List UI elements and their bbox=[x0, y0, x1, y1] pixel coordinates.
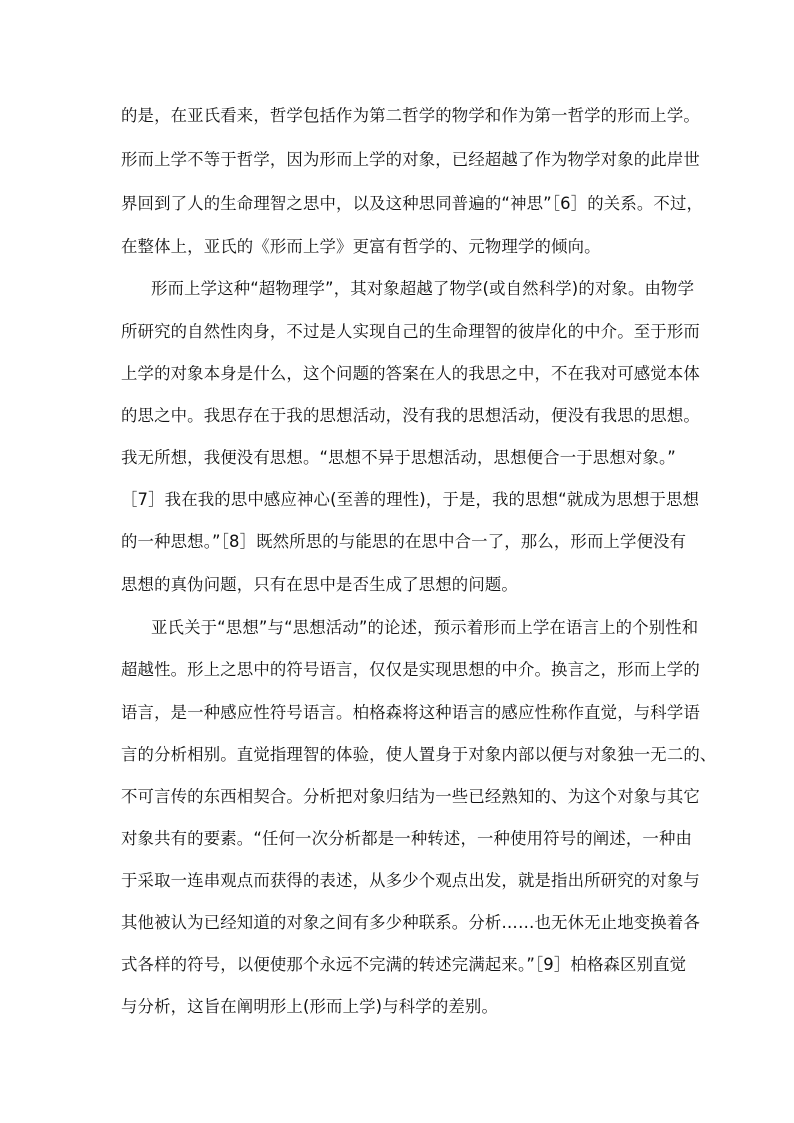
text-line: 的一种思想。”［8］既然所思的与能思的在思中合一了，那么，形而上学便没有 bbox=[121, 532, 687, 551]
text-line: 的是，在亚氏看来，哲学包括作为第二哲学的物学和作为第一哲学的形而上学。 bbox=[121, 106, 700, 125]
text-line: 言的分析相别。直觉指理智的体验，使人置身于对象内部以便与对象独一无二的、 bbox=[121, 745, 717, 764]
text-line: 其他被认为已经知道的对象之间有多少种联系。分析……也无休无止地变换着各 bbox=[121, 913, 700, 932]
text-line: 形而上学不等于哲学，因为形而上学的对象，已经超越了作为物学对象的此岸世 bbox=[121, 150, 700, 169]
text-line: 在整体上，亚氏的《形而上学》更富有哲学的、元物理学的倾向。 bbox=[121, 237, 601, 256]
text-line: 所研究的自然性肉身，不过是人实现自己的生命理智的彼岸化的中介。至于形而 bbox=[121, 322, 700, 341]
text-line: 我无所想，我便没有思想。“思想不异于思想活动，思想便合一于思想对象。” bbox=[121, 448, 676, 467]
text-line: 形而上学这种“超物理学”，其对象超越了物学(或自然科学)的对象。由物学 bbox=[151, 279, 695, 298]
text-line: 界回到了人的生命理智之思中，以及这种思同普遍的“神思”［6］的关系。不过， bbox=[121, 194, 704, 213]
text-line: 的思之中。我思存在于我的思想活动，没有我的思想活动，便没有我思的思想。 bbox=[121, 406, 700, 425]
text-line: 于采取一连串观点而获得的表述，从多少个观点出发，就是指出所研究的对象与 bbox=[121, 871, 700, 890]
text-line: 超越性。形上之思中的符号语言，仅仅是实现思想的中介。换言之，形而上学的 bbox=[121, 660, 700, 679]
text-line: 上学的对象本身是什么，这个问题的答案在人的我思之中，不在我对可感觉本体 bbox=[121, 364, 700, 383]
text-line: 思想的真伪问题，只有在思中是否生成了思想的问题。 bbox=[121, 575, 518, 594]
text-line: 式各样的符号，以便使那个永远不完满的转述完满起来。”［9］柏格森区别直觉 bbox=[121, 955, 687, 974]
text-line: 语言，是一种感应性符号语言。柏格森将这种语言的感应性称作直觉，与科学语 bbox=[121, 703, 700, 722]
text-line: 亚氏关于“思想”与“思想活动”的论述，预示着形而上学在语言上的个别性和 bbox=[151, 618, 699, 637]
text-line: 对象共有的要素。“任何一次分析都是一种转述，一种使用符号的阐述，一种由 bbox=[121, 829, 693, 848]
text-line: ［7］我在我的思中感应神心(至善的理性)，于是，我的思想“就成为思想于思想 bbox=[121, 490, 700, 509]
text-line: 不可言传的东西相契合。分析把对象归结为一些已经熟知的、为这个对象与其它 bbox=[121, 787, 700, 806]
text-line: 与分析，这旨在阐明形上(形而上学)与科学的差别。 bbox=[121, 997, 498, 1016]
